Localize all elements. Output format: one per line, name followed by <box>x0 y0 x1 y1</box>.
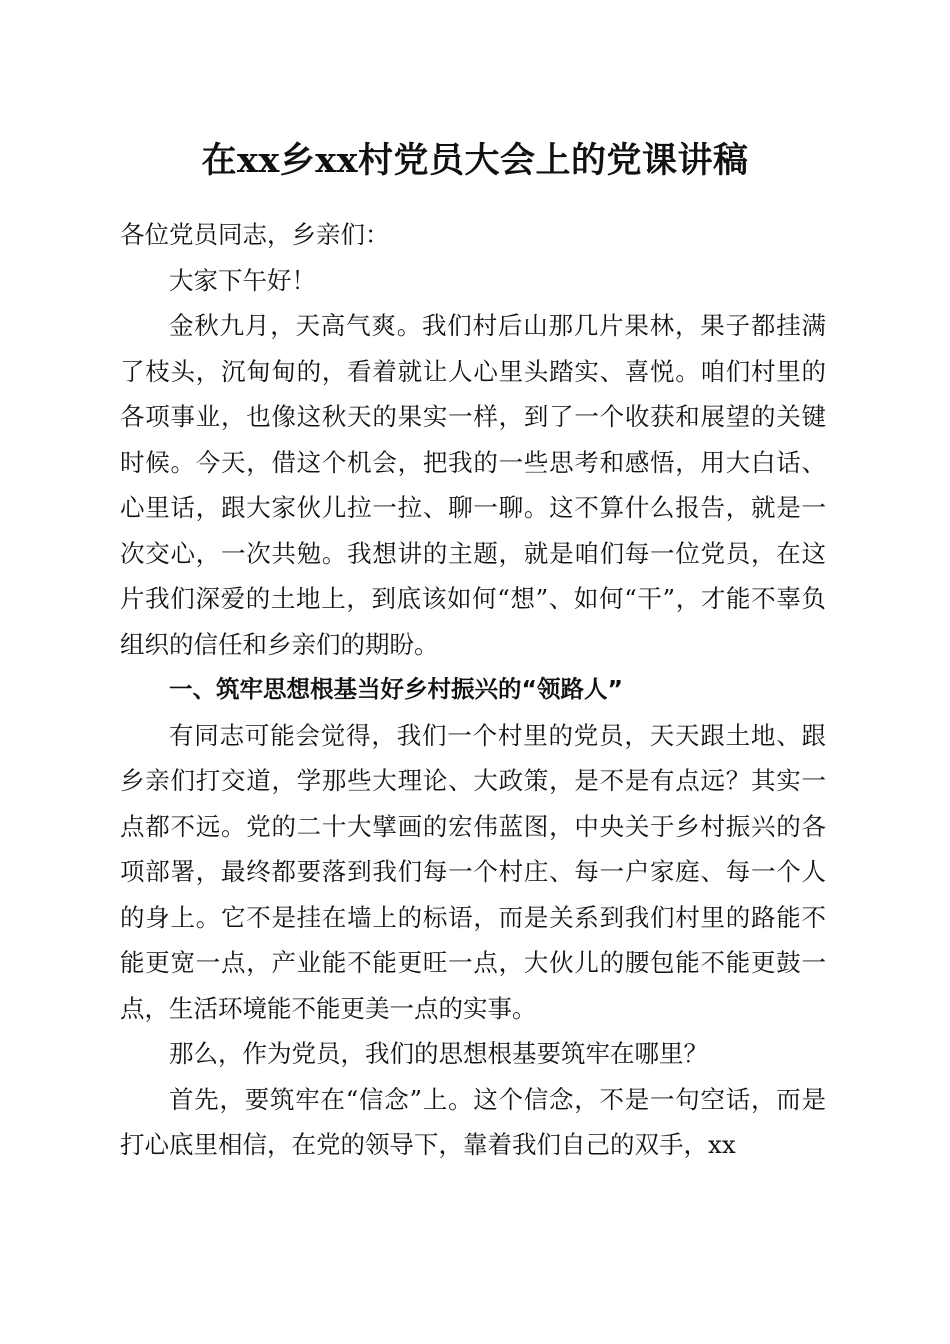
greeting: 大家下午好！ <box>169 265 316 295</box>
document-body <box>120 212 826 1168</box>
salutation: 各位党员同志，乡亲们： <box>120 220 390 249</box>
section-paragraph: 首先，要筑牢在“信念”上。这个信念，不是一句空话，而是打心底里相信，在党的领导下，靠着我们自己的双手，xx <box>120 1084 826 1159</box>
document-title: 在xx乡xx村党员大会上的党课讲稿 <box>201 140 749 181</box>
section-paragraph: 有同志可能会觉得，我们一个村里的党员，天天跟土地、跟乡亲们打交道，学那些大理论、大政策，是不是有点远？其实一点都不远。党的二十大擘画的宏伟蓝图，中央关于乡村振兴的各项部署，最终都要落到我们每一个村庄、每一户家庭、每一个人的身上。它不是挂在墙上的标语，而是关系到我们村里的路能不能更宽一点，产业能不能更旺一点，大伙儿的腰包能不能更鼓一点，生活环境能不能更美一点的实事。 <box>120 720 826 1023</box>
section-heading: 一、筑牢思想根基当好乡村振兴的“领路人” <box>169 675 623 703</box>
paragraph-intro: 金秋九月，天高气爽。我们村后山那几片果林，果子都挂满了枝头，沉甸甸的，看着就让人心里头踏实、喜悦。咱们村里的各项事业，也像这秋天的果实一样，到了一个收获和展望的关键时候。今天，借这个机会，把我的一些思考和感悟，用大白话、心里话，跟大家伙儿拉一拉、聊一聊。这不算什么报告，就是一次交心，一次共勉。我想讲的主题，就是咱们每一位党员，在这片我们深爱的土地上，到底该如何“想”、如何“干”，才能不辜负组织的信任和乡亲们的期盼。 <box>120 311 826 659</box>
section-paragraph: 那么，作为党员，我们的思想根基要筑牢在哪里？ <box>169 1039 708 1068</box>
